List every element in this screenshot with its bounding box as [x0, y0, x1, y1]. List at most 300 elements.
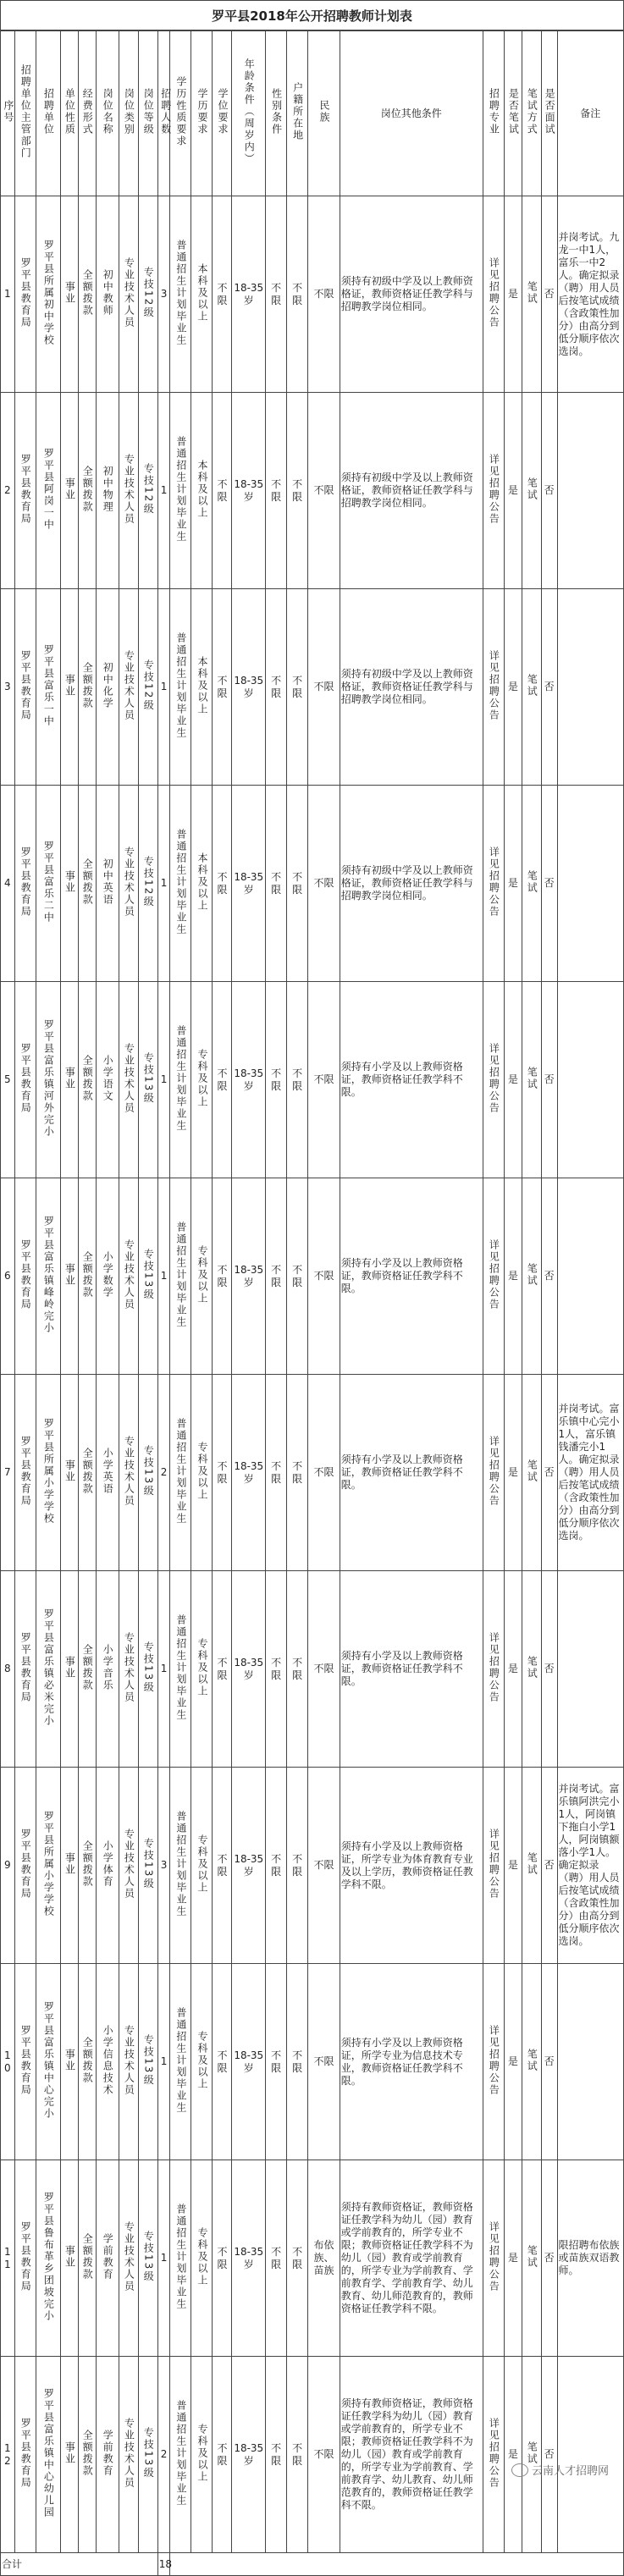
- cell-text: 初中英语: [102, 858, 114, 906]
- cell-ethnic: [308, 589, 340, 786]
- cell-interview: [541, 1768, 557, 1964]
- cell-interview: [541, 589, 557, 786]
- header-row: [1, 31, 624, 196]
- header-label: 岗位类别: [123, 88, 135, 135]
- cell-text: 小学英语: [102, 1447, 114, 1495]
- cell-text: 须持有小学及以上教师资格证，教师资格证任教学科不限。: [340, 1453, 463, 1491]
- table-row: [1, 2357, 624, 2553]
- cell-note: [557, 1571, 623, 1768]
- cell-count: [157, 1571, 170, 1768]
- cell-written: [504, 1768, 522, 1964]
- cell-ethnic: [308, 196, 340, 393]
- cell-text: 罗平县富乐一中: [42, 643, 55, 727]
- cell-text: 普通招生计划毕业生: [174, 2399, 187, 2507]
- cell-hukou: [287, 589, 308, 786]
- header-label: 学位要求: [216, 88, 229, 135]
- cell-hukou: [287, 1375, 308, 1571]
- cell-written: [504, 786, 522, 982]
- cell-text: 是: [507, 1466, 518, 1478]
- cell-gender: [266, 1964, 287, 2160]
- cell-gender: [266, 196, 287, 393]
- cell-age: [232, 393, 266, 589]
- cell-degree: [213, 393, 232, 589]
- cell-text: 专业技术人员: [123, 846, 135, 918]
- cell-funding: [78, 196, 96, 393]
- header-label: 是否面试: [544, 88, 556, 135]
- header-cell: [483, 31, 504, 196]
- cell-text: 专技13级: [142, 1051, 155, 1105]
- cell-text: 1: [160, 2252, 168, 2264]
- cell-level: [138, 1964, 157, 2160]
- cell-count: [157, 2357, 170, 2553]
- cell-category: [119, 786, 138, 982]
- cell-text: 专科及以上: [196, 1441, 208, 1501]
- cell-text: 专科及以上: [196, 2423, 208, 2483]
- cell-text: 专科及以上: [196, 2030, 208, 2090]
- cell-ethnic: [308, 982, 340, 1178]
- cell-text: 不限: [217, 1656, 228, 1681]
- cell-degree: [213, 1178, 232, 1375]
- cell-post: [96, 982, 119, 1178]
- cell-text: 不限: [292, 1067, 303, 1092]
- cell-text: 罗平县教育局: [19, 453, 32, 525]
- cell-text: 6: [4, 1270, 11, 1282]
- cell-edu: [191, 2160, 213, 2357]
- cell-interview: [541, 1964, 557, 2160]
- cell-funding: [78, 393, 96, 589]
- cell-text: 1: [160, 1270, 168, 1282]
- cell-ethnic: [308, 1571, 340, 1768]
- cell-post: [96, 2357, 119, 2553]
- cell-text: 专技13级: [142, 1444, 155, 1498]
- cell-text: 5: [4, 1073, 11, 1085]
- table-row: [1, 2160, 624, 2357]
- cell-text: 9: [4, 1859, 11, 1871]
- cell-text: 否: [544, 2055, 555, 2067]
- cell-major: [483, 589, 504, 786]
- header-label: 性别条件: [270, 88, 283, 135]
- cell-text: 不限: [217, 870, 228, 896]
- cell-nature: [60, 1178, 78, 1375]
- cell-degree: [213, 1964, 232, 2160]
- cell-nature: [60, 2357, 78, 2553]
- cell-text: 7: [4, 1466, 11, 1478]
- header-label: 岗位等级: [142, 88, 155, 135]
- cell-edu-nature: [170, 1178, 191, 1375]
- cell-post: [96, 1964, 119, 2160]
- cell-level: [138, 393, 157, 589]
- cell-no: [1, 1964, 15, 2160]
- cell-degree: [213, 2357, 232, 2553]
- cell-text: 笔试: [526, 1262, 538, 1287]
- cell-text: 须持有小学及以上教师资格证，教师资格证任教学科不限。: [340, 1257, 463, 1294]
- cell-degree: [213, 1768, 232, 1964]
- table-row: [1, 1768, 624, 1964]
- header-label: 学历性质要求: [174, 76, 187, 147]
- header-cell: [213, 31, 232, 196]
- cell-edu: [191, 2357, 213, 2553]
- cell-other: [340, 393, 483, 589]
- table-row: [1, 786, 624, 982]
- cell-text: 须持有小学及以上教师资格证，教师资格证任教学科不限。: [340, 1061, 463, 1098]
- cell-category: [119, 1571, 138, 1768]
- cell-funding: [78, 982, 96, 1178]
- cell-no: [1, 589, 15, 786]
- cell-text: 详见招聘公告: [488, 1238, 500, 1310]
- total-label: 合计: [1, 2553, 158, 2576]
- cell-age: [232, 786, 266, 982]
- header-cell: [78, 31, 96, 196]
- cell-text: 18-35岁: [234, 2245, 264, 2270]
- cell-text: 普通招生计划毕业生: [174, 1417, 187, 1525]
- cell-text: 18-35岁: [234, 674, 264, 699]
- cell-text: 2: [4, 484, 11, 496]
- cell-text: 专业技术人员: [123, 2417, 135, 2489]
- cell-gender: [266, 1375, 287, 1571]
- header-cell: [504, 31, 522, 196]
- cell-text: 罗平县鲁布革乡团坡完小: [42, 2191, 55, 2322]
- cell-unit: [36, 982, 60, 1178]
- cell-major: [483, 2160, 504, 2357]
- cell-exam: [522, 589, 541, 786]
- cell-text: 专技13级: [142, 1837, 155, 1890]
- cell-major: [483, 1375, 504, 1571]
- cell-nature: [60, 2160, 78, 2357]
- cell-text: 全额拨款: [81, 268, 94, 317]
- table-row: [1, 589, 624, 786]
- cell-funding: [78, 589, 96, 786]
- cell-ethnic: [308, 2160, 340, 2357]
- cell-unit: [36, 1375, 60, 1571]
- cell-text: 全额拨款: [81, 858, 94, 906]
- cell-dept: [14, 393, 36, 589]
- header-cell: [191, 31, 213, 196]
- cell-text: 罗平县教育局: [19, 1042, 32, 1114]
- cell-text: 不限: [271, 870, 282, 896]
- cell-note: [557, 2357, 623, 2553]
- cell-degree: [213, 1375, 232, 1571]
- cell-text: 布依族、苗族: [313, 2239, 334, 2276]
- cell-count: [157, 393, 170, 589]
- cell-text: 学前教育: [102, 2232, 114, 2281]
- cell-text: 专技12级: [142, 659, 155, 712]
- cell-unit: [36, 589, 60, 786]
- cell-dept: [14, 982, 36, 1178]
- cell-text: 18-35岁: [234, 1852, 264, 1878]
- cell-category: [119, 196, 138, 393]
- cell-text: 本科及以上: [196, 655, 208, 715]
- header-cell: [522, 31, 541, 196]
- cell-text: 罗平县所属小学学校: [42, 1810, 55, 1917]
- cell-text: 罗平县富乐二中: [42, 840, 55, 924]
- cell-category: [119, 589, 138, 786]
- cell-hukou: [287, 2357, 308, 2553]
- cell-text: 普通招生计划毕业生: [174, 1024, 187, 1132]
- cell-text: 笔试: [526, 280, 538, 305]
- cell-text: 专技12级: [142, 462, 155, 516]
- cell-degree: [213, 982, 232, 1178]
- total-row: [1, 2553, 624, 2576]
- cell-category: [119, 1964, 138, 2160]
- header-cell: [308, 31, 340, 196]
- cell-text: 18-35岁: [234, 2441, 264, 2467]
- cell-degree: [213, 1571, 232, 1768]
- cell-other: [340, 1178, 483, 1375]
- cell-text: 专科及以上: [196, 1244, 208, 1305]
- cell-post: [96, 2160, 119, 2357]
- cell-text: 不限: [271, 1067, 282, 1092]
- cell-text: 专技13级: [142, 2426, 155, 2479]
- cell-other: [340, 589, 483, 786]
- cell-no: [1, 1178, 15, 1375]
- cell-note: [557, 1768, 623, 1964]
- cell-text: 事业: [64, 1262, 76, 1287]
- cell-written: [504, 196, 522, 393]
- cell-age: [232, 1571, 266, 1768]
- cell-written: [504, 2357, 522, 2553]
- cell-text: 不限: [292, 477, 303, 503]
- cell-other: [340, 196, 483, 393]
- cell-text: 笔试: [526, 869, 538, 894]
- cell-unit: [36, 1964, 60, 2160]
- cell-note: [557, 2160, 623, 2357]
- cell-age: [232, 2357, 266, 2553]
- cell-edu-nature: [170, 196, 191, 393]
- cell-interview: [541, 2357, 557, 2553]
- cell-text: 初中教师: [102, 268, 114, 317]
- cell-funding: [78, 2160, 96, 2357]
- header-cell: [36, 31, 60, 196]
- cell-hukou: [287, 1571, 308, 1768]
- cell-post: [96, 589, 119, 786]
- cell-text: 须持有教师资格证，教师资格证任教学科为幼儿（园）教育或学前教育的，所学专业不限；教师资格证任教学科不为幼儿（园）教育或学前教育的，所学专业为学前教育、学前教育学、幼儿教育、幼儿师范教育的，教师资格证任教学科不限。: [340, 2397, 473, 2511]
- cell-gender: [266, 1768, 287, 1964]
- cell-unit: [36, 1768, 60, 1964]
- cell-level: [138, 1571, 157, 1768]
- cell-interview: [541, 786, 557, 982]
- cell-text: 不限: [313, 1270, 334, 1282]
- cell-funding: [78, 1178, 96, 1375]
- cell-text: 不限: [217, 2049, 228, 2074]
- cell-degree: [213, 786, 232, 982]
- header-cell: [14, 31, 36, 196]
- cell-text: 否: [544, 1663, 555, 1674]
- cell-unit: [36, 196, 60, 393]
- cell-post: [96, 1375, 119, 1571]
- cell-nature: [60, 982, 78, 1178]
- cell-level: [138, 2357, 157, 2553]
- cell-dept: [14, 196, 36, 393]
- cell-count: [157, 1768, 170, 1964]
- cell-text: 全额拨款: [81, 1447, 94, 1495]
- cell-text: 罗平县富乐镇中心幼儿园: [42, 2387, 55, 2518]
- table-row: [1, 1375, 624, 1571]
- cell-interview: [541, 1178, 557, 1375]
- cell-text: 18-35岁: [234, 1459, 264, 1485]
- cell-text: 1: [160, 2055, 168, 2067]
- cell-text: 详见招聘公告: [488, 2024, 500, 2096]
- header-label: 备注: [580, 107, 601, 119]
- cell-count: [157, 196, 170, 393]
- header-cell: [96, 31, 119, 196]
- cell-degree: [213, 196, 232, 393]
- cell-text: 不限: [217, 281, 228, 306]
- cell-text: 8: [4, 1663, 11, 1674]
- cell-level: [138, 982, 157, 1178]
- cell-text: 专技13级: [142, 1248, 155, 1301]
- cell-no: [1, 1768, 15, 1964]
- cell-text: 不限: [217, 1263, 228, 1288]
- cell-exam: [522, 1178, 541, 1375]
- table-row: [1, 1571, 624, 1768]
- cell-text: 须持有初级中学及以上教师资格证，教师资格证任教学科与招聘教学岗位相同。: [340, 668, 473, 705]
- cell-text: 专技13级: [142, 2230, 155, 2283]
- cell-text: 不限: [292, 1263, 303, 1288]
- cell-text: 否: [544, 1466, 555, 1478]
- cell-age: [232, 982, 266, 1178]
- cell-written: [504, 982, 522, 1178]
- cell-text: 罗平县教育局: [19, 1238, 32, 1310]
- cell-text: 不限: [313, 1859, 334, 1871]
- cell-edu: [191, 196, 213, 393]
- cell-text: 1: [160, 877, 168, 889]
- cell-text: 罗平县教育局: [19, 1435, 32, 1507]
- cell-text: 笔试: [526, 673, 538, 698]
- cell-edu-nature: [170, 589, 191, 786]
- cell-text: 事业: [64, 673, 76, 698]
- cell-text: 不限: [271, 2245, 282, 2270]
- cell-text: 普通招生计划毕业生: [174, 632, 187, 739]
- cell-text: 罗平县教育局: [19, 649, 32, 721]
- cell-no: [1, 2357, 15, 2553]
- cell-level: [138, 1768, 157, 1964]
- cell-exam: [522, 2357, 541, 2553]
- cell-dept: [14, 589, 36, 786]
- cell-edu: [191, 982, 213, 1178]
- cell-text: 不限: [292, 870, 303, 896]
- cell-major: [483, 1768, 504, 1964]
- cell-category: [119, 2357, 138, 2553]
- cell-funding: [78, 1571, 96, 1768]
- cell-text: 全额拨款: [81, 1840, 94, 1888]
- header-label: 招聘单位主管部门: [19, 64, 32, 159]
- header-label: 招聘专业: [488, 88, 500, 135]
- cell-note: [557, 393, 623, 589]
- cell-count: [157, 982, 170, 1178]
- cell-text: 是: [507, 877, 518, 889]
- cell-text: 限招聘布依族或苗族双语教师。: [558, 2239, 620, 2276]
- cell-other: [340, 1964, 483, 2160]
- cell-age: [232, 1964, 266, 2160]
- wechat-icon: [511, 2463, 528, 2477]
- cell-interview: [541, 196, 557, 393]
- cell-text: 全额拨款: [81, 1054, 94, 1102]
- cell-exam: [522, 393, 541, 589]
- header-label: 经费形式: [81, 88, 94, 135]
- cell-text: 全额拨款: [81, 2429, 94, 2477]
- cell-exam: [522, 2160, 541, 2357]
- cell-text: 否: [544, 2252, 555, 2264]
- cell-hukou: [287, 2160, 308, 2357]
- cell-count: [157, 2160, 170, 2357]
- header-cell: [557, 31, 623, 196]
- header-label: 学历要求: [196, 88, 208, 135]
- cell-text: 事业: [64, 869, 76, 894]
- cell-age: [232, 589, 266, 786]
- cell-level: [138, 1178, 157, 1375]
- cell-text: 不限: [313, 484, 334, 496]
- cell-written: [504, 589, 522, 786]
- header-cell: [170, 31, 191, 196]
- cell-text: 详见招聘公告: [488, 649, 500, 721]
- cell-nature: [60, 196, 78, 393]
- cell-edu: [191, 1375, 213, 1571]
- cell-text: 不限: [292, 1459, 303, 1485]
- cell-text: 须持有小学及以上教师资格证，教师资格证任教学科不限。: [340, 1650, 463, 1687]
- cell-exam: [522, 196, 541, 393]
- cell-exam: [522, 1375, 541, 1571]
- cell-text: 18-35岁: [234, 870, 264, 896]
- cell-gender: [266, 393, 287, 589]
- cell-count: [157, 1178, 170, 1375]
- cell-text: 笔试: [526, 1066, 538, 1090]
- cell-text: 罗平县教育局: [19, 2417, 32, 2489]
- cell-hukou: [287, 982, 308, 1178]
- cell-major: [483, 786, 504, 982]
- cell-written: [504, 1571, 522, 1768]
- cell-major: [483, 393, 504, 589]
- cell-text: 详见招聘公告: [488, 1435, 500, 1507]
- cell-hukou: [287, 393, 308, 589]
- cell-text: 3: [4, 681, 11, 692]
- recruitment-plan-table: [0, 30, 624, 2576]
- cell-interview: [541, 2160, 557, 2357]
- cell-text: 否: [544, 1270, 555, 1282]
- cell-text: 是: [507, 288, 518, 300]
- cell-text: 是: [507, 2448, 518, 2460]
- cell-written: [504, 1375, 522, 1571]
- cell-text: 罗平县所属小学学校: [42, 1417, 55, 1525]
- cell-no: [1, 393, 15, 589]
- cell-text: 1: [160, 1663, 168, 1674]
- cell-ethnic: [308, 1768, 340, 1964]
- cell-text: 专业技术人员: [123, 649, 135, 721]
- cell-interview: [541, 393, 557, 589]
- cell-text: 不限: [313, 877, 334, 889]
- cell-ethnic: [308, 1375, 340, 1571]
- cell-age: [232, 2160, 266, 2357]
- cell-text: 18-35岁: [234, 1263, 264, 1288]
- cell-text: 否: [544, 288, 555, 300]
- cell-ethnic: [308, 786, 340, 982]
- cell-text: 不限: [292, 1656, 303, 1681]
- cell-post: [96, 393, 119, 589]
- cell-text: 事业: [64, 1066, 76, 1090]
- cell-dept: [14, 1375, 36, 1571]
- cell-text: 普通招生计划毕业生: [174, 1221, 187, 1328]
- cell-no: [1, 982, 15, 1178]
- cell-text: 18-35岁: [234, 477, 264, 503]
- header-cell: [266, 31, 287, 196]
- header-label: 序号: [3, 100, 14, 124]
- cell-count: [157, 1375, 170, 1571]
- cell-text: 小学数学: [102, 1250, 114, 1299]
- cell-text: 4: [4, 877, 11, 889]
- cell-text: 详见招聘公告: [488, 256, 500, 328]
- header-label: 民族: [318, 100, 330, 124]
- cell-text: 不限: [313, 2448, 334, 2460]
- cell-text: 详见招聘公告: [488, 1042, 500, 1114]
